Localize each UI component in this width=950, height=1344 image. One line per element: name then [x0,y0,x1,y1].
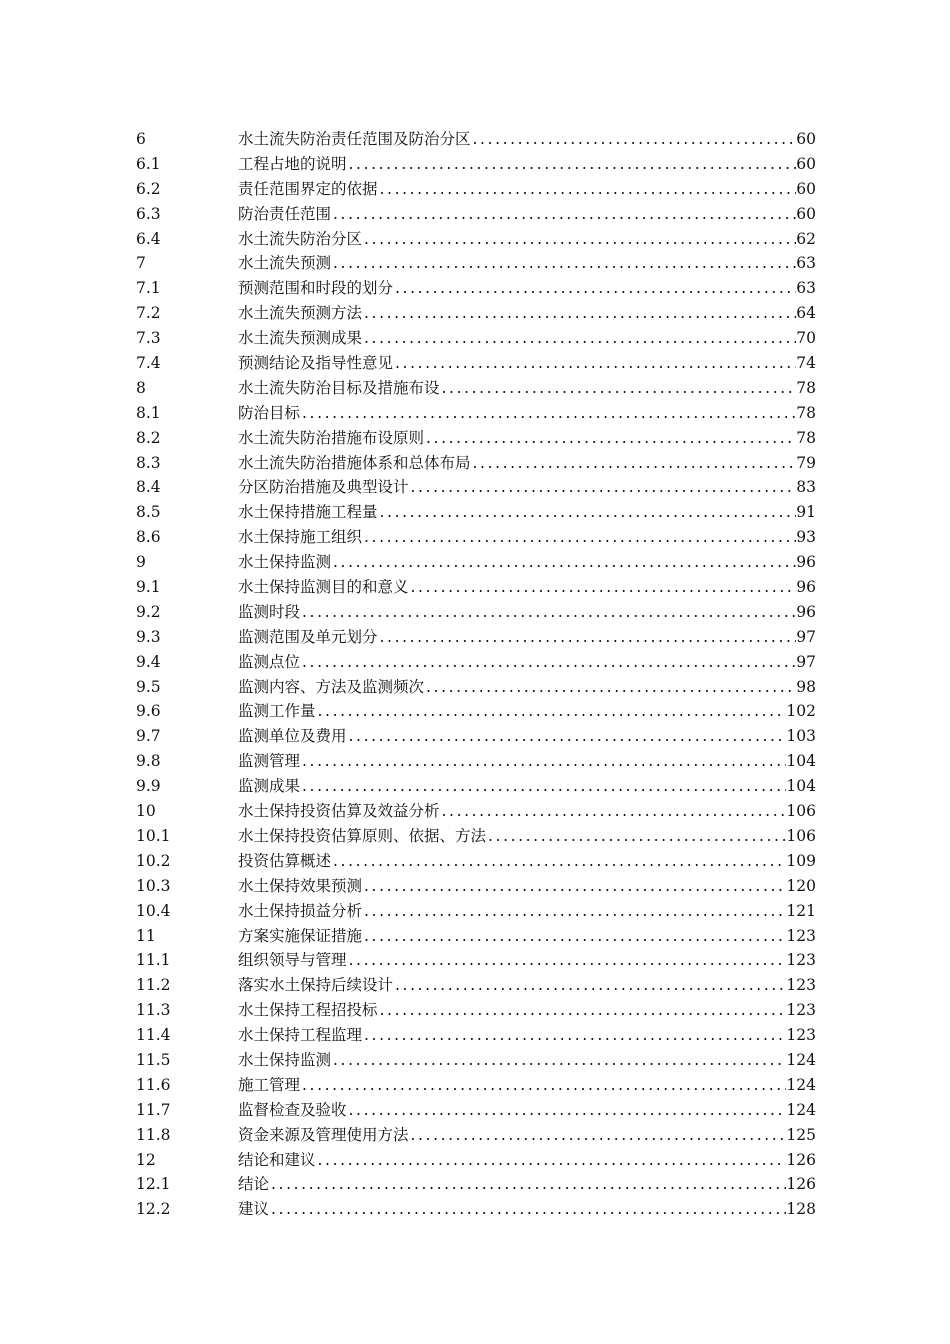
toc-entry-page: 106 [786,802,816,821]
toc-entry-number: 11.7 [136,1100,171,1119]
toc-entry [136,376,816,401]
toc-entry-page: 123 [786,951,816,970]
toc-entry-page: 123 [786,976,816,995]
toc-dot-leader [378,177,797,202]
toc-entry-title: 监测内容、方法及监测频次 [238,677,425,696]
toc-entry-page: 60 [796,204,816,223]
toc-entry-number: 11 [136,926,156,945]
toc-entry-page: 124 [786,1075,816,1094]
toc-dot-leader [362,326,796,351]
toc-entry-title: 水土流失防治措施体系和总体布局 [238,453,471,472]
toc-entry [136,600,816,625]
toc-entry-number: 8 [136,378,146,397]
toc-entry-page: 78 [796,378,816,397]
toc-entry-title: 监测成果 [238,777,301,796]
toc-entry-title: 水土保持工程监理 [238,1026,363,1045]
toc-entry-title: 监测范围及单元划分 [238,627,378,646]
toc-entry-page: 98 [796,677,816,696]
toc-entry [136,451,816,476]
toc-entry [136,500,816,525]
toc-entry-title: 监测工作量 [238,702,316,721]
toc-dot-leader [393,276,796,301]
toc-entry-page: 96 [796,578,816,597]
toc-dot-leader [409,1123,787,1148]
toc-dot-leader [362,924,786,949]
toc-entry [136,1123,816,1148]
toc-entry-title: 水土保持监测 [238,1050,332,1069]
toc-entry-page: 106 [786,826,816,845]
toc-entry-page: 62 [796,229,816,248]
toc-entry [136,849,816,874]
toc-entry [136,1098,816,1123]
toc-entry [136,874,816,899]
toc-entry-title: 水土保持工程招投标 [238,1001,378,1020]
toc-entry-page: 125 [786,1125,816,1144]
toc-entry-number: 11.4 [136,1026,171,1045]
toc-entry [136,1048,816,1073]
toc-entry-number: 10.2 [136,851,171,870]
toc-dot-leader [347,152,797,177]
toc-entry [136,1197,816,1222]
toc-entry [136,948,816,973]
toc-entry-number: 9.1 [136,578,161,597]
toc-entry-page: 79 [796,453,816,472]
toc-entry-title: 水土流失防治分区 [238,229,363,248]
toc-dot-leader [331,849,786,874]
toc-entry-title: 工程占地的说明 [238,154,347,173]
toc-entry-title: 投资估算概述 [238,851,332,870]
toc-entry [136,127,816,152]
toc-entry [136,749,816,774]
toc-entry-number: 9.9 [136,777,161,796]
toc-entry [136,301,816,326]
toc-entry-title: 水土保持损益分析 [238,901,363,920]
toc-entry [136,525,816,550]
toc-entry-page: 60 [796,179,816,198]
toc-entry [136,326,816,351]
toc-entry-number: 8.1 [136,403,161,422]
toc-entry [136,575,816,600]
toc-entry [136,426,816,451]
toc-entry [136,625,816,650]
toc-entry-number: 8.6 [136,528,161,547]
toc-entry-number: 10.1 [136,826,171,845]
toc-dot-leader [378,998,787,1023]
toc-entry-page: 126 [786,1175,816,1194]
toc-dot-leader [409,475,797,500]
toc-entry [136,699,816,724]
toc-entry [136,1172,816,1197]
toc-entry [136,650,816,675]
toc-entry-number: 12.1 [136,1175,171,1194]
toc-dot-leader [362,525,796,550]
toc-entry-number: 7 [136,254,146,273]
toc-entry-number: 10.4 [136,901,171,920]
toc-dot-leader [331,251,796,276]
toc-entry-title: 水土流失预测方法 [238,304,363,323]
toc-entry-page: 102 [786,702,816,721]
toc-dot-leader [300,401,796,426]
toc-entry [136,824,816,849]
toc-entry-title: 责任范围界定的依据 [238,179,378,198]
toc-dot-leader [471,451,797,476]
toc-entry [136,276,816,301]
toc-entry-number: 8.5 [136,503,161,522]
toc-entry-page: 60 [796,154,816,173]
toc-entry-title: 分区防治措施及典型设计 [238,478,409,497]
toc-entry-page: 63 [796,254,816,273]
toc-entry-page: 91 [796,503,816,522]
toc-entry-page: 123 [786,926,816,945]
toc-dot-leader [331,202,796,227]
toc-entry-number: 6.3 [136,204,161,223]
toc-entry-number: 6.2 [136,179,161,198]
toc-entry-number: 7.3 [136,329,161,348]
toc-entry-title: 防治目标 [238,403,301,422]
toc-entry [136,251,816,276]
toc-entry [136,899,816,924]
toc-dot-leader [269,1172,786,1197]
toc-entry-page: 96 [796,602,816,621]
toc-dot-leader [300,749,786,774]
toc-entry-number: 11.1 [136,951,171,970]
toc-entry-page: 97 [796,627,816,646]
toc-entry-title: 监测点位 [238,652,301,671]
toc-dot-leader [300,1073,786,1098]
toc-entry-number: 9.8 [136,752,161,771]
toc-entry-number: 7.4 [136,354,161,373]
toc-entry-page: 128 [786,1200,816,1219]
toc-entry-title: 落实水土保持后续设计 [238,976,394,995]
toc-entry-page: 126 [786,1150,816,1169]
toc-entry-title: 水土保持措施工程量 [238,503,378,522]
toc-entry-page: 120 [786,876,816,895]
toc-entry-page: 60 [796,130,816,148]
toc-entry-number: 11.2 [136,976,171,995]
toc-entry-number: 9.4 [136,652,161,671]
toc-entry-number: 7.1 [136,279,161,298]
toc-entry [136,1023,816,1048]
toc-entry-page: 83 [796,478,816,497]
toc-entry-number: 6.4 [136,229,161,248]
toc-entry [136,550,816,575]
toc-entry-title: 水土流失预测成果 [238,329,363,348]
toc-dot-leader [300,650,796,675]
toc-entry-title: 水土保持投资估算及效益分析 [238,802,440,821]
toc-dot-leader [393,973,786,998]
toc-entry [136,924,816,949]
toc-dot-leader [471,127,797,152]
toc-dot-leader [393,351,796,376]
toc-dot-leader [440,799,787,824]
toc-entry-page: 93 [796,528,816,547]
toc-entry [136,351,816,376]
toc-entry [136,401,816,426]
toc-entry [136,973,816,998]
toc-entry-number: 9.5 [136,677,161,696]
toc-dot-leader [269,1197,786,1222]
toc-entry [136,1148,816,1173]
toc-entry-page: 70 [796,329,816,348]
toc-entry-number: 11.8 [136,1125,171,1144]
toc-entry-title: 水土流失防治措施布设原则 [238,428,425,447]
toc-dot-leader [362,874,786,899]
table-of-contents [136,127,816,1222]
toc-entry-title: 水土保持效果预测 [238,876,363,895]
toc-dot-leader [331,1048,786,1073]
toc-entry-number: 12.2 [136,1200,171,1219]
toc-entry-title: 资金来源及管理使用方法 [238,1125,409,1144]
toc-entry-page: 104 [786,777,816,796]
toc-entry-number: 6 [136,130,146,148]
toc-entry-number: 9.2 [136,602,161,621]
toc-entry [136,998,816,1023]
toc-entry-number: 8.2 [136,428,161,447]
toc-entry-page: 103 [786,727,816,746]
toc-entry-page: 96 [796,553,816,572]
toc-dot-leader [424,675,796,700]
toc-entry-number: 8.3 [136,453,161,472]
toc-entry-number: 9 [136,553,146,572]
toc-dot-leader [316,1148,787,1173]
toc-dot-leader [440,376,797,401]
toc-dot-leader [362,227,796,252]
toc-entry-number: 11.6 [136,1075,171,1094]
toc-entry-page: 63 [796,279,816,298]
toc-entry-number: 10 [136,802,156,821]
toc-entry-title: 水土保持监测 [238,553,332,572]
toc-entry-page: 124 [786,1100,816,1119]
toc-entry-number: 9.7 [136,727,161,746]
toc-dot-leader [347,948,787,973]
toc-dot-leader [331,550,796,575]
toc-dot-leader [362,301,796,326]
toc-entry-page: 97 [796,652,816,671]
toc-entry-page: 78 [796,403,816,422]
toc-dot-leader [347,1098,787,1123]
toc-entry-page: 124 [786,1050,816,1069]
toc-entry-number: 11.5 [136,1050,171,1069]
toc-dot-leader [362,899,786,924]
toc-entry-title: 施工管理 [238,1075,301,1094]
toc-entry-title: 监测管理 [238,752,301,771]
toc-entry [136,799,816,824]
toc-dot-leader [378,500,797,525]
toc-entry-title: 预测范围和时段的划分 [238,279,394,298]
toc-entry [136,227,816,252]
toc-entry-page: 123 [786,1001,816,1020]
toc-entry [136,475,816,500]
toc-dot-leader [300,774,786,799]
toc-entry [136,1073,816,1098]
toc-entry-title: 监督检查及验收 [238,1100,347,1119]
toc-entry-title: 水土保持施工组织 [238,528,363,547]
toc-entry-title: 建议 [238,1200,270,1219]
toc-entry [136,202,816,227]
toc-entry-page: 64 [796,304,816,323]
toc-entry-title: 监测时段 [238,602,301,621]
toc-entry-title: 防治责任范围 [238,204,332,223]
toc-dot-leader [409,575,797,600]
toc-entry-title: 组织领导与管理 [238,951,347,970]
toc-entry-number: 6.1 [136,154,161,173]
toc-entry-page: 109 [786,851,816,870]
toc-dot-leader [486,824,786,849]
toc-dot-leader [362,1023,786,1048]
toc-entry-number: 11.3 [136,1001,171,1020]
toc-dot-leader [316,699,787,724]
toc-entry-page: 104 [786,752,816,771]
toc-entry-title: 水土流失防治目标及措施布设 [238,378,440,397]
toc-dot-leader [347,724,787,749]
toc-entry [136,177,816,202]
toc-entry-title: 水土流失预测 [238,254,332,273]
toc-entry-number: 12 [136,1150,156,1169]
toc-dot-leader [424,426,796,451]
toc-entry-title: 监测单位及费用 [238,727,347,746]
toc-entry [136,724,816,749]
toc-entry-page: 121 [786,901,816,920]
toc-entry-title: 水土保持监测目的和意义 [238,578,409,597]
toc-entry-number: 9.3 [136,627,161,646]
toc-entry-number: 10.3 [136,876,171,895]
toc-entry-number: 8.4 [136,478,161,497]
toc-entry-title: 结论和建议 [238,1150,316,1169]
toc-entry-page: 78 [796,428,816,447]
toc-entry-title: 水土流失防治责任范围及防治分区 [238,130,471,148]
toc-entry [136,774,816,799]
toc-entry-page: 74 [796,354,816,373]
toc-entry [136,675,816,700]
toc-entry-title: 结论 [238,1175,270,1194]
toc-entry-title: 水土保持投资估算原则、依据、方法 [238,826,487,845]
toc-dot-leader [378,625,797,650]
toc-entry [136,152,816,177]
toc-entry-number: 7.2 [136,304,161,323]
toc-entry-title: 方案实施保证措施 [238,926,363,945]
toc-entry-page: 123 [786,1026,816,1045]
toc-entry-title: 预测结论及指导性意见 [238,354,394,373]
toc-entry-number: 9.6 [136,702,161,721]
toc-dot-leader [300,600,796,625]
